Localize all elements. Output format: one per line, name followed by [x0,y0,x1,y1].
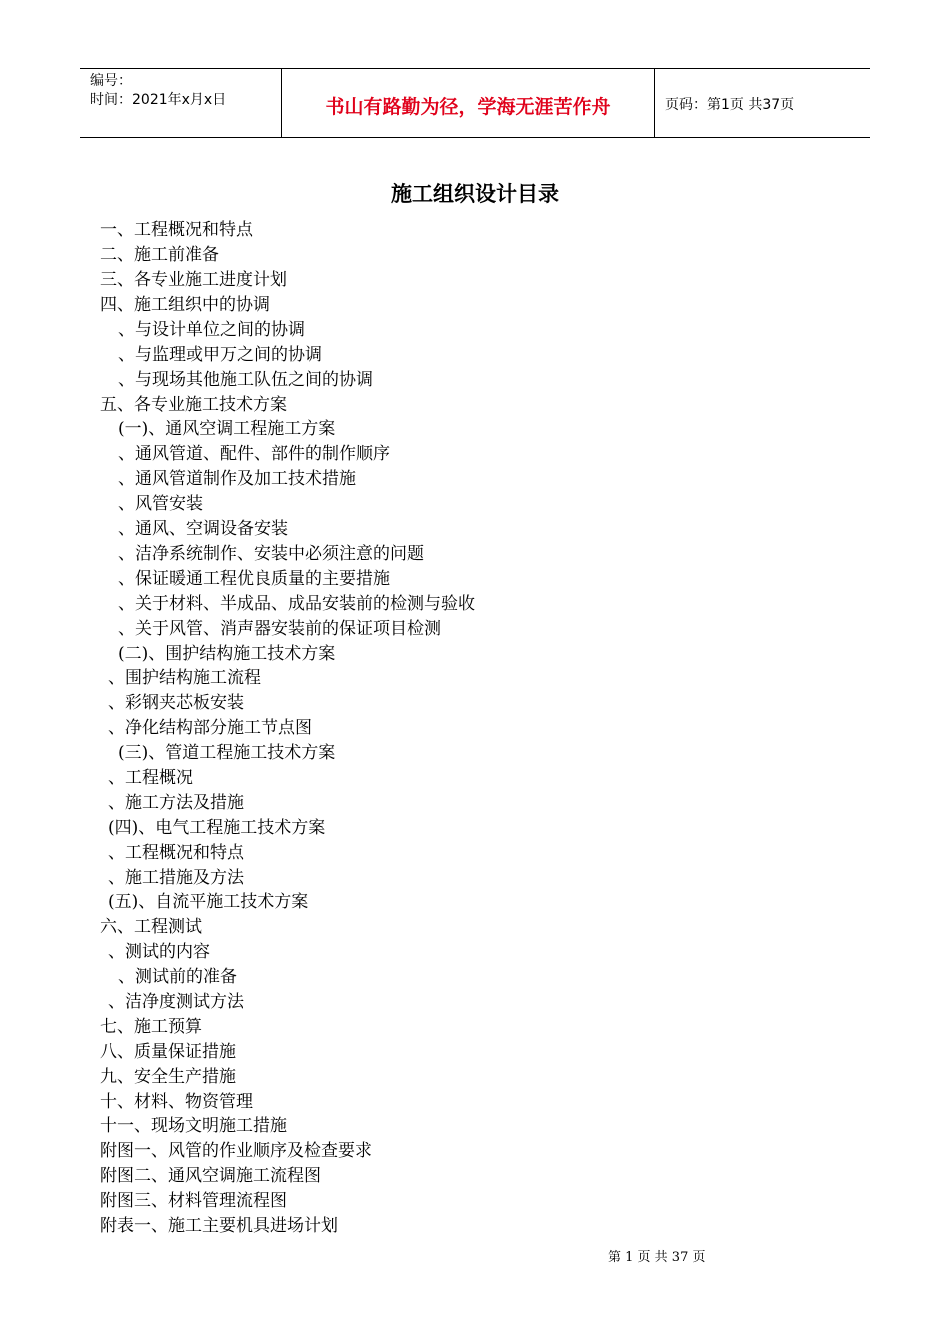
toc-item: 四、施工组织中的协调 [100,295,270,315]
toc-item: 、通风、空调设备安装 [118,519,288,539]
toc-item: 六、工程测试 [100,917,202,937]
header-table [80,68,870,138]
toc-item: 附图三、材料管理流程图 [100,1191,287,1211]
toc-item: 、与监理或甲万之间的协调 [118,345,322,365]
toc-item: 、保证暖通工程优良质量的主要措施 [118,569,390,589]
toc-item: 、净化结构部分施工节点图 [108,718,312,738]
toc-item: 附表一、施工主要机具进场计划 [100,1216,338,1236]
toc-item: (四)、电气工程施工技术方案 [108,818,326,838]
toc-item: 、风管安装 [118,494,203,514]
header-info-cell [80,69,282,137]
toc-item: 、关于风管、消声器安装前的保证项目检测 [118,619,441,639]
toc-item: 、施工措施及方法 [108,868,244,888]
toc-item: 、关于材料、半成品、成品安装前的检测与验收 [118,594,475,614]
toc-item: 、彩钢夹芯板安装 [108,693,244,713]
toc-item: 二、施工前准备 [100,245,219,265]
toc-item: 、测试的内容 [108,942,210,962]
toc-item: 、工程概况和特点 [108,843,244,863]
toc-item: 附图一、风管的作业顺序及检查要求 [100,1141,372,1161]
toc-item: 、通风管道、配件、部件的制作顺序 [118,444,390,464]
header-page-number: 页码：第1页 共37页 [665,97,795,113]
toc-item: 七、施工预算 [100,1017,202,1037]
toc-item: (五)、自流平施工技术方案 [108,892,309,912]
toc-item: (一)、通风空调工程施工方案 [118,419,336,439]
toc-item: 、与设计单位之间的协调 [118,320,305,340]
page-title: 施工组织设计目录 [391,182,559,206]
page-footer: 第 1 页 共 37 页 [608,1250,706,1265]
serial-number-label: 编号： [90,73,132,89]
toc-item: (二)、围护结构施工技术方案 [118,644,336,664]
date-text: 时间：2021年x月x日 [90,92,227,108]
toc-item: 十一、现场文明施工措施 [100,1116,287,1136]
toc-item: 附图二、通风空调施工流程图 [100,1166,321,1186]
toc-item: 一、工程概况和特点 [100,220,253,240]
toc-item: 、与现场其他施工队伍之间的协调 [118,370,373,390]
toc-item: 、工程概况 [108,768,193,788]
header-motto: 书山有路勤为径，学海无涯苦作舟 [282,69,655,137]
toc-item: 九、安全生产措施 [100,1067,236,1087]
toc-item: 、施工方法及措施 [108,793,244,813]
toc-item: 十、材料、物资管理 [100,1092,253,1112]
toc-item: 五、各专业施工技术方案 [100,395,287,415]
toc-item: (三)、管道工程施工技术方案 [118,743,336,763]
toc-item: 八、质量保证措施 [100,1042,236,1062]
toc-item: 、通风管道制作及加工技术措施 [118,469,356,489]
toc-item: 三、各专业施工进度计划 [100,270,287,290]
toc-item: 、测试前的准备 [118,967,237,987]
toc-item: 、洁净度测试方法 [108,992,244,1012]
toc-item: 、围护结构施工流程 [108,668,261,688]
toc-item: 、洁净系统制作、安装中必须注意的问题 [118,544,424,564]
